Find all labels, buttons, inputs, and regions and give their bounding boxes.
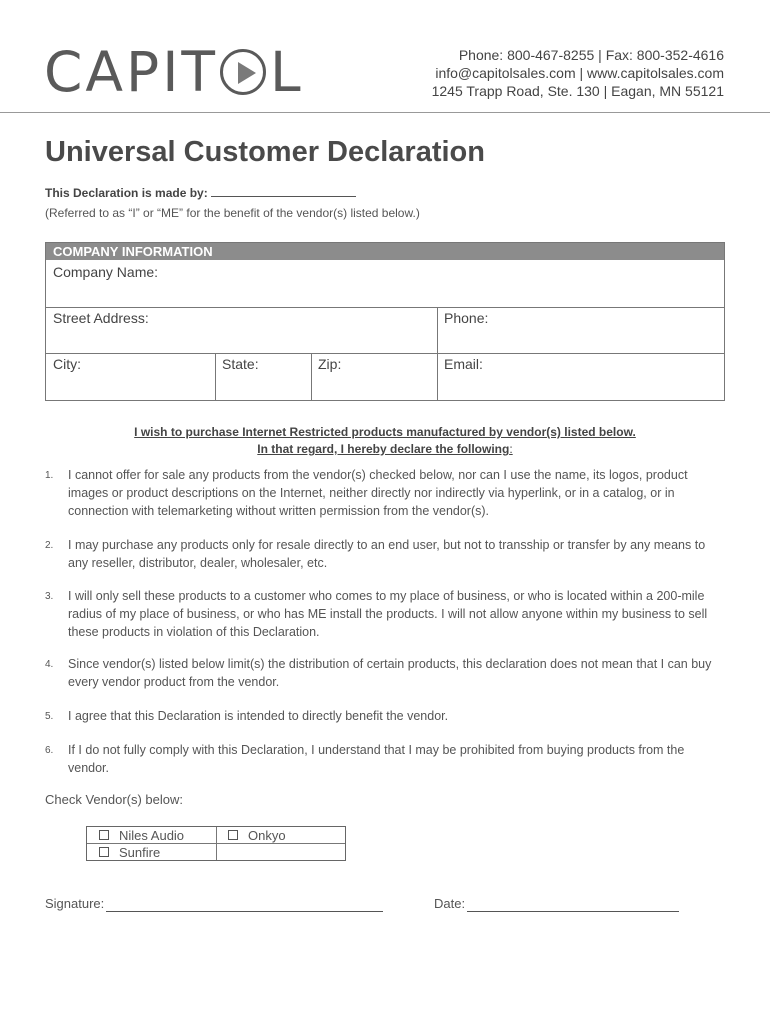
made-by-blank-field[interactable] (211, 186, 356, 197)
signature-label: Signature: (45, 896, 105, 911)
referred-note: (Referred to as “I” or “ME” for the benefit of the vendor(s) listed below.) (45, 206, 420, 220)
capitol-logo (44, 40, 304, 104)
purchase-colon: : (509, 442, 513, 456)
purchase-statement (0, 424, 770, 458)
clause-number: 6. (45, 745, 54, 756)
clause-text: I will only sell these products to a customer who comes to my place of business, or who is located within a 200-mile radius of my place of business, or who has ME install the products. I will not allow anyone within my business to sell these products in violation of this Declaration. (68, 589, 708, 639)
row-divider (46, 353, 724, 354)
clause-text: I agree that this Declaration is intended to directly benefit the vendor. (68, 709, 449, 723)
logo-text-right: L (270, 39, 304, 104)
email-field[interactable]: Email: (444, 356, 483, 372)
checkbox-icon[interactable] (228, 830, 238, 840)
email-web-line: info@capitolsales.com | www.capitolsales.com (435, 65, 724, 81)
logo-text-left: CAPIT (44, 39, 219, 104)
vendor-label: Niles Audio (119, 827, 185, 843)
checkbox-icon[interactable] (99, 830, 109, 840)
vendor-option-onkyo[interactable] (228, 827, 286, 843)
contact-block (432, 46, 724, 100)
clause-number: 1. (45, 470, 54, 481)
vendor-label: Onkyo (248, 827, 286, 843)
purchase-line-1: I wish to purchase Internet Restricted products manufactured by vendor(s) listed below. (134, 425, 636, 439)
company-name-field[interactable]: Company Name: (53, 264, 159, 280)
clause-number: 2. (45, 540, 54, 551)
purchase-line-2: In that regard, I hereby declare the following (257, 442, 510, 456)
vendor-label: Sunfire (119, 844, 161, 860)
made-by-label: This Declaration is made by: (45, 186, 208, 200)
signature-field[interactable] (106, 911, 383, 912)
vendor-option-sunfire[interactable] (99, 844, 160, 860)
column-divider (311, 353, 312, 400)
phone-fax-line: Phone: 800-467-8255 | Fax: 800-352-4616 (458, 47, 724, 63)
date-label: Date: (434, 896, 466, 911)
clause-text: Since vendor(s) listed below limit(s) the distribution of certain products, this declaration does not mean that I can buy every vendor product from the vendor. (68, 657, 712, 689)
clause-number: 3. (45, 591, 54, 602)
page-title: Universal Customer Declaration (45, 136, 485, 168)
header-divider (0, 112, 770, 113)
clause-text: I may purchase any products only for resale directly to an end user, but not to transship or transfer by any means to any reseller, distributor, dealer, wholesaler, etc. (68, 538, 706, 570)
purchase-line-2-wrap (0, 441, 770, 458)
city-field[interactable]: City: (53, 356, 81, 372)
clause-number: 4. (45, 659, 54, 670)
clause-text: If I do not fully comply with this Declaration, I understand that I may be prohibited from buying products from the vendor. (68, 743, 685, 775)
company-info-heading: COMPANY INFORMATION (46, 243, 724, 260)
check-vendors-label: Check Vendor(s) below: (45, 792, 184, 807)
date-field[interactable] (467, 911, 679, 912)
row-divider (46, 307, 724, 308)
vendor-checklist (86, 826, 346, 861)
vendor-option-niles-audio[interactable] (99, 827, 184, 843)
column-divider (215, 353, 216, 400)
phone-field[interactable]: Phone: (444, 310, 489, 326)
clause-text: I cannot offer for sale any products from the vendor(s) checked below, nor can I use the name, its logos, product images or product descriptions on the Internet, neither directly nor indirectly via hyperlink, or in a catalog, or in connection with telemarketing without written permission from the vendor(s). (68, 468, 688, 518)
zip-field[interactable]: Zip: (318, 356, 342, 372)
state-field[interactable]: State: (222, 356, 259, 372)
street-address-field[interactable]: Street Address: (53, 310, 149, 326)
letterhead (0, 0, 770, 113)
clause-number: 5. (45, 711, 54, 722)
company-info-table (45, 242, 725, 401)
checkbox-icon[interactable] (99, 847, 109, 857)
play-circle-icon (220, 49, 266, 95)
made-by-line (45, 186, 356, 200)
address-line: 1245 Trapp Road, Ste. 130 | Eagan, MN 55121 (431, 83, 724, 99)
